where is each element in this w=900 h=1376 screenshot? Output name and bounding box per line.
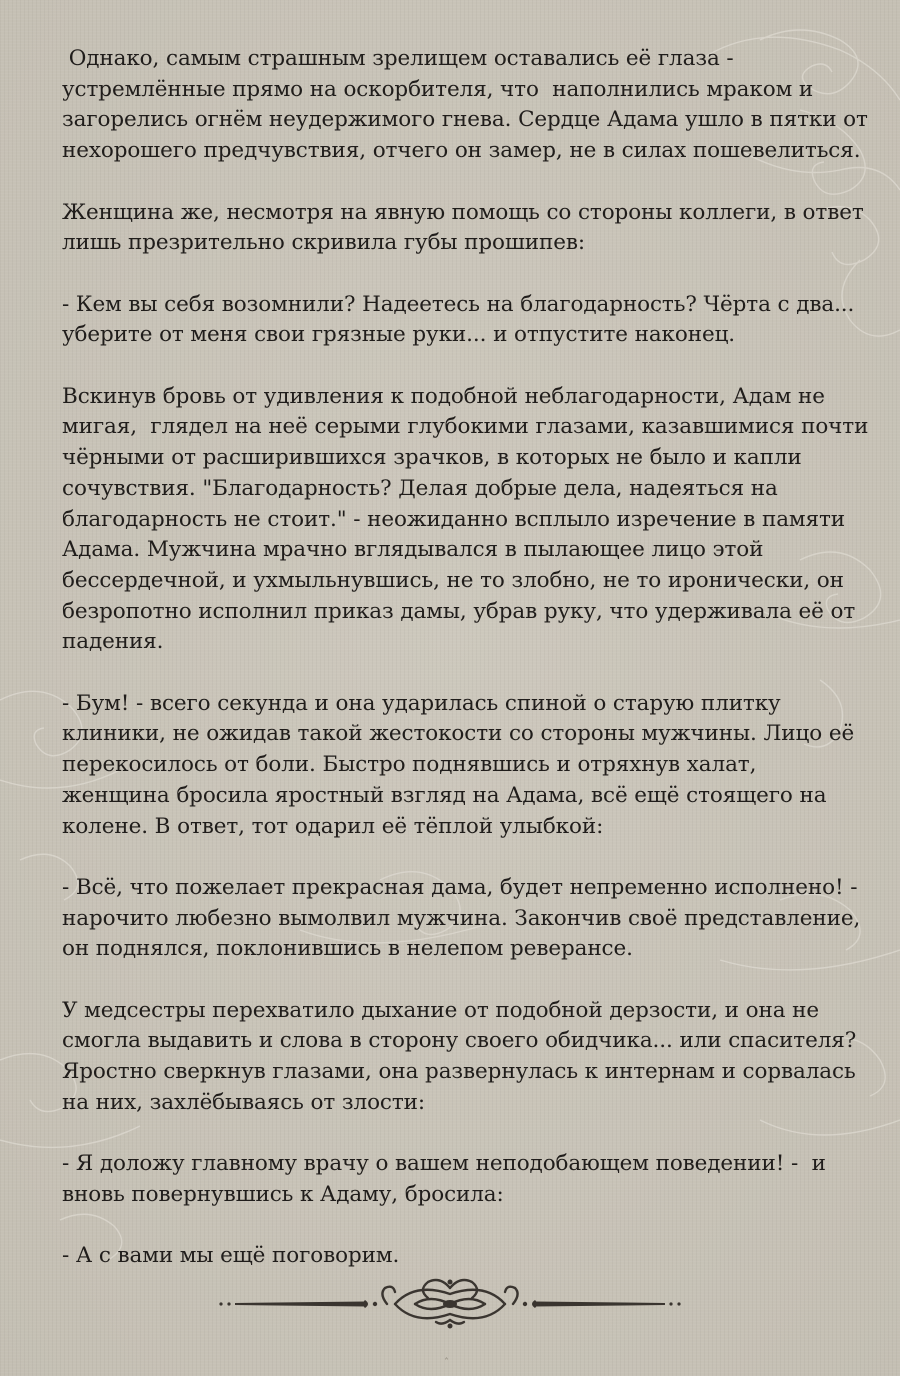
paragraph [62, 873, 882, 965]
text-line: женщина бросила яростный взгляд на Адама, всё ещё стоящего на [62, 782, 827, 808]
text-line: бессердечной, и ухмыльнувшись, не то злобно, не то иронически, он [62, 567, 844, 593]
text-line: устремлённые прямо на оскорбителя, что наполнились мраком и [62, 76, 814, 102]
paragraph-gap [62, 351, 882, 382]
text-line: падения. [62, 629, 164, 655]
paragraph [62, 996, 882, 1119]
paragraph [62, 689, 882, 843]
text-line: мигая, глядел на неё серыми глубокими глазами, казавшимися почти [62, 414, 869, 440]
text-line: безропотно исполнил приказ дамы, убрав руку, что удерживала её от [62, 598, 856, 624]
text-line: перекосилось от боли. Быстро поднявшись и отряхнув халат, [62, 752, 757, 778]
paragraph [62, 44, 882, 167]
text-line: он поднялся, поклонившись в нелепом реверансе. [62, 936, 633, 962]
paragraph-gap [62, 842, 882, 873]
ornamental-divider-icon [215, 1268, 685, 1338]
text-line: Яростно сверкнув глазами, она развернулась к интернам и сорвалась [62, 1059, 856, 1085]
text-line: загорелись огнём неудержимого гнева. Сердце Адама ушло в пятки от [62, 107, 868, 133]
page-bottom-mark: ˆ [444, 1358, 449, 1369]
text-line: клиники, не ожидав такой жестокости со стороны мужчины. Лицо её [62, 721, 855, 747]
paragraph [62, 382, 882, 658]
text-line: на них, захлёбываясь от злости: [62, 1089, 426, 1115]
text-line: Адама. Мужчина мрачно вглядывался в пылающее лицо этой [62, 537, 764, 563]
paragraph [62, 290, 882, 351]
text-line: лишь презрительно скривила губы прошипев: [62, 230, 586, 256]
text-line: - Кем вы себя возомнили? Надеетесь на благодарность? Чёрта с два... [62, 291, 855, 317]
text-line: благодарность не стоит." - неожиданно всплыло изречение в памяти [62, 506, 846, 532]
text-line: Женщина же, несмотря на явную помощь со стороны коллеги, в ответ [62, 199, 864, 225]
paragraph-gap [62, 1119, 882, 1150]
text-line: - А с вами мы ещё поговорим. [62, 1243, 400, 1269]
paragraph-gap [62, 965, 882, 996]
paragraph-gap [62, 259, 882, 290]
paragraph [62, 1149, 882, 1210]
text-line: колене. В ответ, тот одарил её тёплой улыбкой: [62, 813, 604, 839]
chapter-text [62, 44, 882, 1272]
paragraph-gap [62, 658, 882, 689]
paragraph-gap [62, 167, 882, 198]
text-line: - Всё, что пожелает прекрасная дама, будет непременно исполнено! - [62, 874, 858, 900]
text-line: смогла выдавить и слова в сторону своего обидчика... или спасителя? [62, 1028, 857, 1054]
text-line: Вскинув бровь от удивления к подобной неблагодарности, Адам не [62, 383, 825, 409]
text-line: сочувствия. "Благодарность? Делая добрые дела, надеяться на [62, 475, 778, 501]
text-line: Однако, самым страшным зрелищем оставались её глаза - [62, 46, 734, 71]
text-line: - Я доложу главному врачу о вашем неподобающем поведении! - и [62, 1151, 826, 1177]
text-line: нарочито любезно вымолвил мужчина. Закончив своё представление, [62, 905, 861, 931]
text-line: уберите от меня свои грязные руки... и отпустите наконец. [62, 322, 736, 348]
text-line: чёрными от расширившихся зрачков, в которых не было и капли [62, 445, 802, 471]
paragraph-gap [62, 1211, 882, 1242]
text-line: нехорошего предчувствия, отчего он замер, не в силах пошевелиться. [62, 138, 861, 164]
paragraph [62, 198, 882, 259]
text-line: вновь повернувшись к Адаму, бросила: [62, 1181, 504, 1207]
text-line: - Бум! - всего секунда и она ударилась спиной о старую плитку [62, 690, 781, 716]
text-line: У медсестры перехватило дыхание от подобной дерзости, и она не [62, 997, 820, 1023]
